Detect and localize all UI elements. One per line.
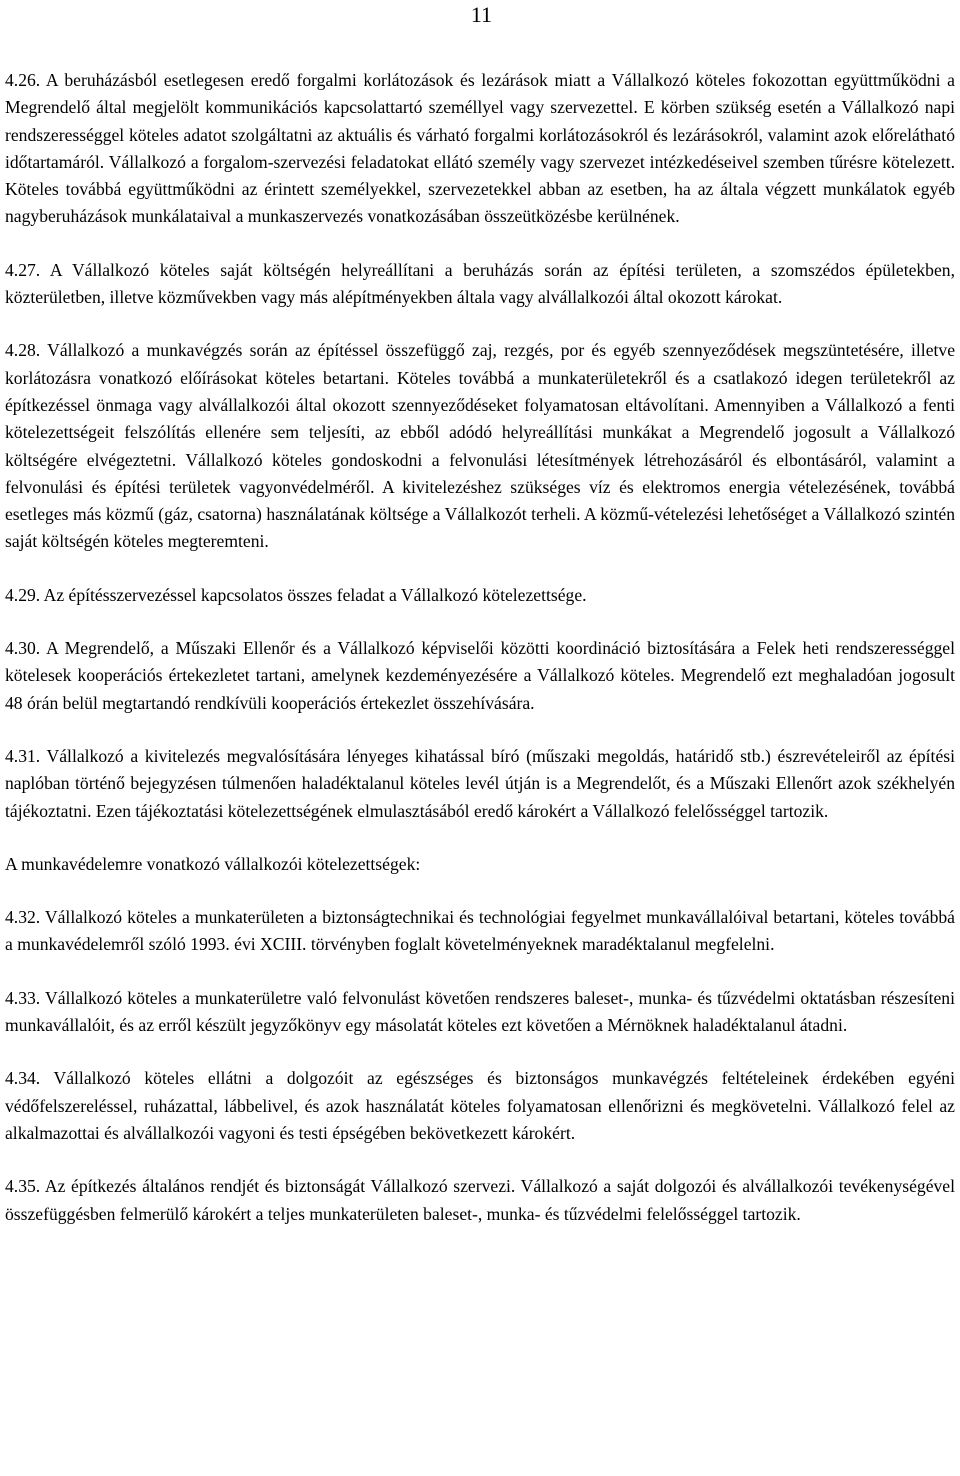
paragraph-number: 4.26. xyxy=(5,70,41,90)
paragraph-4-28 xyxy=(5,337,955,555)
paragraph-4-33 xyxy=(5,985,955,1040)
page-number: 11 xyxy=(470,2,492,27)
paragraph-number: 4.30. xyxy=(5,638,41,659)
paragraph-number: 4.35. xyxy=(5,1176,41,1197)
paragraph-number: 4.31. xyxy=(5,745,41,766)
paragraph-text: Vállalkozó köteles ellátni a dolgozóit az egészséges és biztonságos munkavégzés feltételeinek érdekében egyéni védőfelszereléssel, ruházattal, lábbelivel, és azok használatát köteles folyamatosan ellenőrizni és megkövetelni. Vállalkozó felel az alkalmazottai és alvállalkozói vagyoni és testi épségében bekövetkezett károkért. xyxy=(5,1068,955,1143)
paragraph-number: 4.34. xyxy=(5,1068,41,1089)
document-body xyxy=(5,67,955,1254)
paragraph-text: A Megrendelő, a Műszaki Ellenőr és a Vállalkozó képviselői közötti koordináció biztosítására a Felek heti rendszerességgel kötelesek kooperációs értekezletet tartani, amelynek kezdeményezésére a Vállalkozó köteles. Megrendelő ezt meghaladóan jogosult 48 órán belül megtartandó rendkívüli kooperációs értekezlet összehívására. xyxy=(5,638,955,713)
paragraph-4-31 xyxy=(5,743,955,825)
paragraph-4-27 xyxy=(5,257,955,312)
paragraph-number: 4.32. xyxy=(5,907,41,928)
paragraph-text: Az építésszervezéssel kapcsolatos összes feladat a Vállalkozó kötelezettsége. xyxy=(43,584,587,605)
paragraph-text: Vállalkozó a kivitelezés megvalósítására lényeges kihatással bíró (műszaki megoldás, határidő stb.) észrevételeiről az építési naplóban történő bejegyzésen túlmenően haladéktalanul köteles levél útján is a Megrendelőt, és a Műszaki Ellenőrt azok székhelyén tájékoztatni. Ezen tájékoztatási kötelezettségének elmulasztásából eredő károkért a Vállalkozó felelősséggel tartozik. xyxy=(5,745,955,821)
paragraph-text: Vállalkozó a munkavégzés során az építéssel összefüggő zaj, rezgés, por és egyéb szennyeződések megszüntetésére, illetve korlátozásra vonatkozó előírásokat köteles betartani. Köteles továbbá a munkaterületekről és a csatlakozó idegen területekről az építkezéssel önmaga vagy alvállalkozói által okozott szennyeződéseket folyamatosan eltávolítani. Amennyiben a Vállalkozó a fenti kötelezettségeit felszólítás ellenére sem teljesíti, az ebből adódó helyreállítási munkákat a Megrendelő jogosult a Vállalkozó költségére elvégeztetni. Vállalkozó köteles gondoskodni a felvonulási létesítmények létrehozásáról és elbontásáról, valamint a felvonulási és építési területek vagyonvédelméről. A kivitelezéshez szükséges víz és elektromos energia vételezésének, továbbá esetleges más közmű (gáz, csatorna) használatának költsége a Vállalkozót terheli. A közmű-vételezési lehetőséget a Vállalkozó szintén saját költségén köteles megteremteni. xyxy=(5,340,955,552)
paragraph-text: Vállalkozó köteles a munkaterületen a biztonságtechnikai és technológiai fegyelmet munkavállalóival betartani, köteles továbbá a munkavédelemről szóló 1993. évi XCIII. törvényben foglalt követelményeknek maradéktalanul megfelelni. xyxy=(5,907,955,955)
paragraph-text: Az építkezés általános rendjét és biztonságát Vállalkozó szervezi. Vállalkozó a saját dolgozói és alvállalkozói tevékenységével összefüggésben felmerülő károkért a teljes munkaterületen baleset-, munka- és tűzvédelmi felelősséggel tartozik. xyxy=(5,1176,955,1224)
paragraph-4-34 xyxy=(5,1065,955,1147)
paragraph-number: 4.29. xyxy=(5,584,41,605)
paragraph-text: A beruházásból esetlegesen eredő forgalmi korlátozások és lezárások miatt a Vállalkozó köteles fokozottan együttműködni a Megrendelő által megjelölt kommunikációs kapcsolattartó személlyel vagy szervezettel. E körben szükség esetén a Vállalkozó napi rendszerességgel köteles adatot szolgáltatni az aktuális és várható forgalmi korlátozásokról és lezárásokról, valamint azok előrelátható időtartamáról. Vállalkozó a forgalom-szervezési feladatokat ellátó személy vagy szervezet intézkedéseivel szemben tűrésre kötelezett. Köteles továbbá együttműködni az érintett személyekkel, szervezetekkel abban az esetben, ha az általa végzett munkálatok egyéb nagyberuházások munkálataival a munkaszervezés vonatkozásában összeütközésbe kerülnének. xyxy=(5,70,955,227)
paragraph-text: Vállalkozó köteles a munkaterületre való felvonulást követően rendszeres baleset-, munka- és tűzvédelmi oktatásban részesíteni munkavállalóit, és az erről készült jegyzőkönyv egy másolatát köteles ezt követően a Mérnöknek haladéktalanul átadni. xyxy=(5,987,955,1036)
paragraph-4-32 xyxy=(5,904,955,959)
paragraph-number: 4.28. xyxy=(5,340,41,361)
paragraph-4-29 xyxy=(5,582,955,609)
paragraph-text: A Vállalkozó köteles saját költségén helyreállítani a beruházás során az építési területen, a szomszédos épületekben, közterületben, illetve közművekben vagy más alépítményekben általa vagy alvállalkozói által okozott károkat. xyxy=(5,259,955,308)
paragraph-number: 4.27. xyxy=(5,259,41,280)
paragraph-4-35 xyxy=(5,1173,955,1228)
paragraph-number: 4.33. xyxy=(5,987,41,1008)
paragraph-4-26 xyxy=(5,67,955,231)
paragraph-4-30 xyxy=(5,635,955,717)
section-heading: A munkavédelemre vonatkozó vállalkozói kötelezettségek: xyxy=(5,853,421,874)
